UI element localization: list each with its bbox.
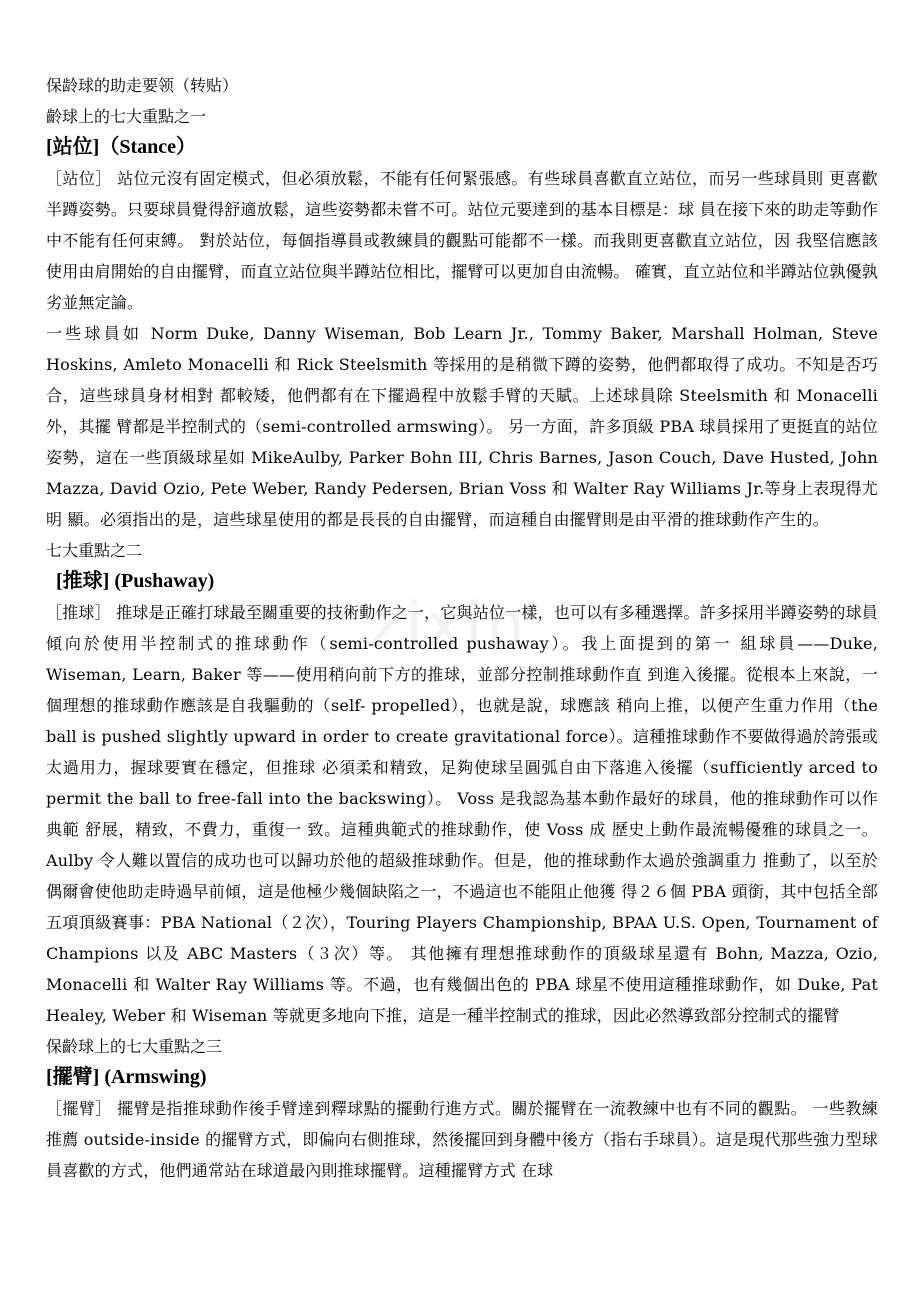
- paragraph: ［站位］ 站位元沒有固定模式，但必須放鬆，不能有任何緊張感。有些球員喜歡直立站位，而另一些球員則 更喜歡半蹲姿勢。只要球員覺得舒適放鬆，這些姿勢都未嘗不可。站位元要達到的基本目標是：球 員在接下來的助走等動作中不能有任何束縛。 對於站位，每個指導員或教練員的觀點可能都不一樣。而我則更喜歡直立站位，因 我堅信應該 使用由肩開始的自由擺臂，而直立站位與半蹲站位相比，擺臂可以更加自由流暢。 確實，直立站位和半蹲站位孰優孰劣並無定論。: [46, 169, 878, 312]
- paragraph: ［推球］ 推球是正確打球最至關重要的技術動作之一，它與站位一樣，也可以有多種選擇。許多採用半蹲姿勢的球員傾向於使用半控制式的推球動作（semi-controlled pushaway）。我上面提到的第一 組球員——Duke, Wiseman, Learn, Baker 等——使用稍向前下方的推球，並部分控制推球動作直 到進入後擺。從根本上來說，一個理想的推球動作應該是自我驅動的（self- propelled），也就是說，球應該 稍向上推，以便产生重力作用（the ball is pushed slightly upward in order to create gravitational force）。這種推球動作不要做得過於誇張或太過用力，握球要實在穩定，但推球 必須柔和精致，足夠使球呈圓弧自由下落進入後擺（sufficiently arced to permit the ball to free-fall into the backswing）。 Voss 是我認為基本動作最好的球員，他的推球動作可以作 典範 舒展，精致，不費力，重復一 致。這種典範式的推球動作，使 Voss 成 歷史上動作最流暢優雅的球員之一。 Aulby 令人難以置信的成功也可以歸功於他的超級推球動作。但是，他的推球動作太過於強調重力 推動了，以至於偶爾會使他助走時過早前傾，這是他極少幾個缺陷之一，不過這也不能阻止他獲 得２６個 PBA 頭銜，其中包括全部五項頂級賽事：PBA National（２次），Touring Players Championship, BPAA U.S. Open, Tournament of Champions 以及 ABC Masters（３次）等。 其他擁有理想推球動作的頂級球星還有 Bohn, Mazza, Ozio, Monacelli 和 Walter Ray Williams 等。不過，也有幾個出色的 PBA 球星不使用這種推球動作，如 Duke, Pat Healey, Weber 和 Wiseman 等就更多地向下推，這是一種半控制式的推球，因此必然導致部分控制式的擺臂: [46, 603, 878, 1025]
- section-label-2: 七大重點之二: [46, 541, 143, 560]
- paragraph: 一些球員如 Norm Duke, Danny Wiseman, Bob Learn Jr., Tommy Baker, Marshall Holman, Steve Hoskins, Amleto Monacelli 和 Rick Steelsmith 等採用的是稍微下蹲的姿勢，他們都取得了成功。不知是否巧合，這些球員身材相對 都較矮，他們都有在下擺過程中放鬆手臂的天賦。上述球員除 Steelsmith 和 Monacelli 外，其擺 臂都是半控制式的（semi-controlled armswing）。 另一方面，許多頂級 PBA 球員採用了更挺直的站位姿勢，這在一些頂級球星如 MikeAulby, Parker Bohn III, Chris Barnes, Jason Couch, Dave Husted, John Mazza, David Ozio, Pete Weber, Randy Pedersen, Brian Voss 和 Walter Ray Williams Jr.等身上表現得尤 明 顯。必須指出的是，這些球星使用的都是長長的自由擺臂，而這種自由擺臂則是由平滑的推球動作产生的。: [46, 324, 878, 529]
- paragraph: ［擺臂］ 擺臂是指推球動作後手臂達到釋球點的擺動行進方式。關於擺臂在一流教練中也有不同的觀點。 一些教練推薦 outside-inside 的擺臂方式，即偏向右側推球，然後擺回到身體中後方（指右手球員）。這是現代那些強力型球員喜歡的方式，他們通常站在球道最內則推球擺臂。這種擺臂方式 在球: [46, 1099, 878, 1180]
- section-heading-pushaway: [推球] (Pushaway): [56, 570, 215, 592]
- section-heading-stance: [站位]（Stance）: [46, 136, 196, 158]
- document-title: 保龄球的助走要领（转贴）: [46, 76, 239, 95]
- section-heading-armswing: [擺臂] (Armswing): [46, 1066, 207, 1088]
- watermark: zixin: [370, 590, 529, 660]
- section-label-3: 保齡球上的七大重點之三: [46, 1037, 223, 1056]
- document-page: [46, 70, 878, 1186]
- section-label-1: 齡球上的七大重點之一: [46, 107, 207, 126]
